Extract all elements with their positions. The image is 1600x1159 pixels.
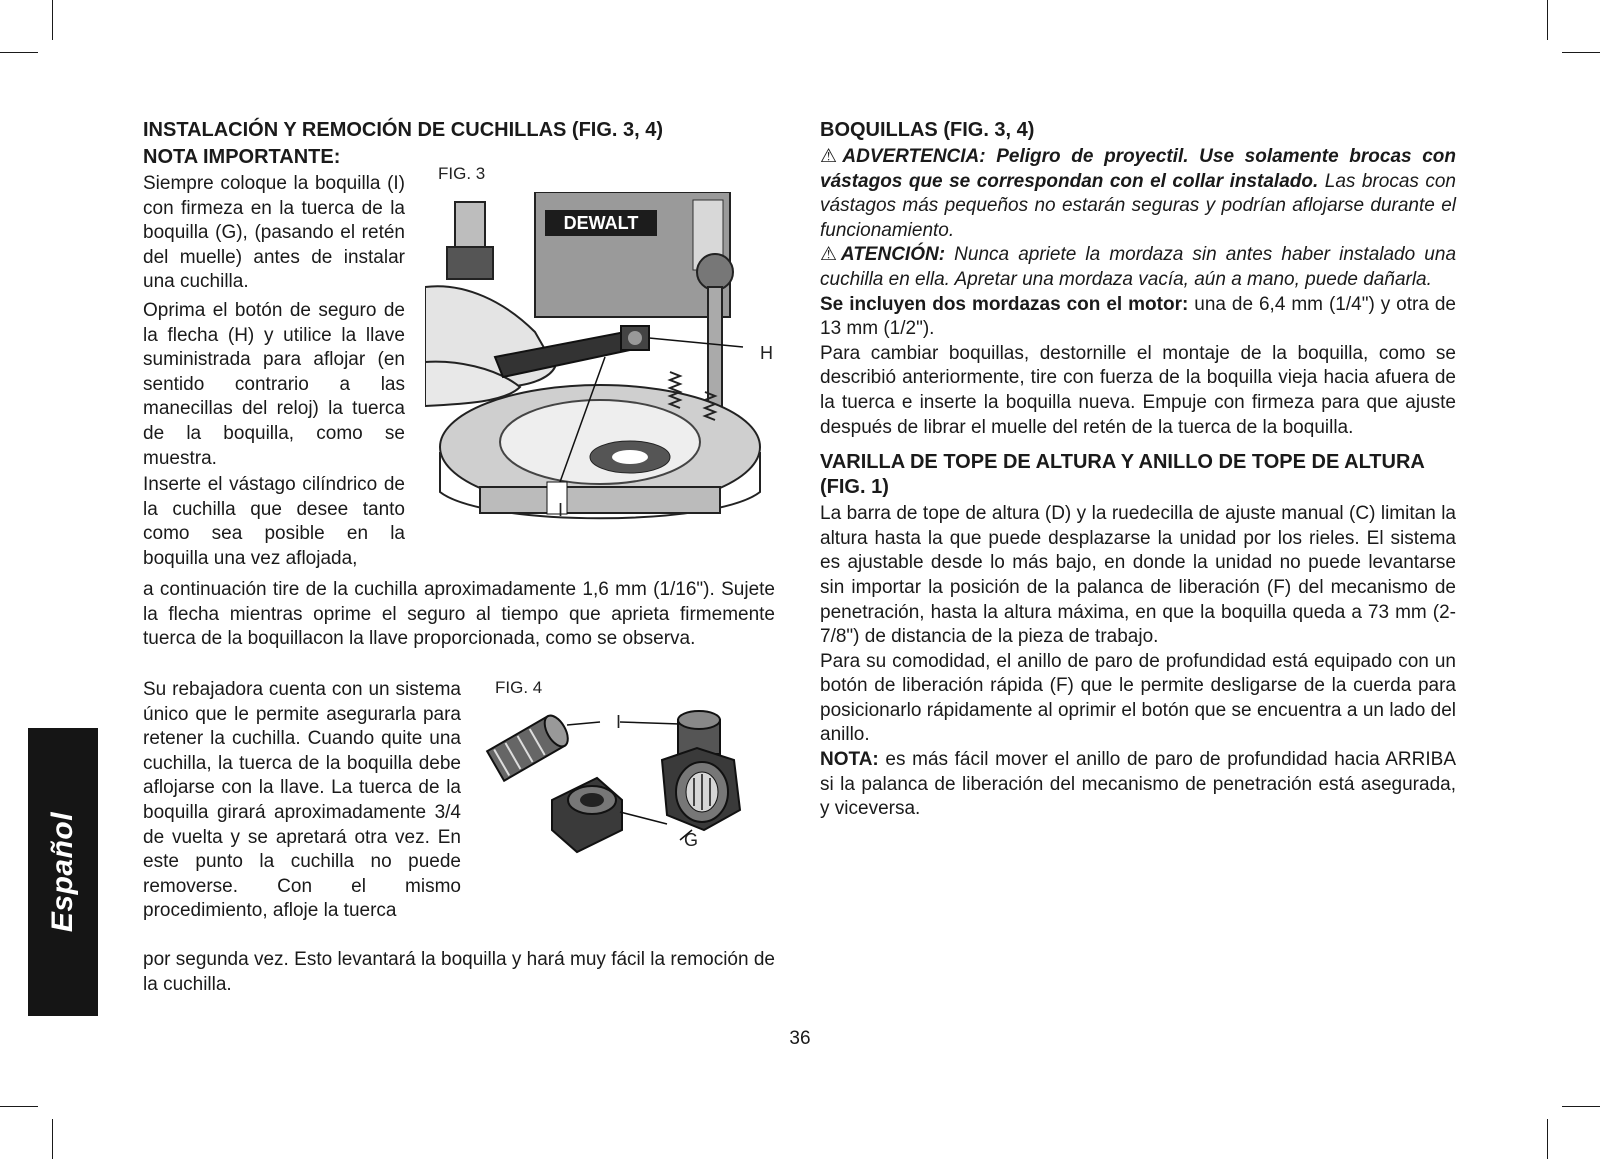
crop-mark [1547, 0, 1548, 40]
caution-lead: ⚠ATENCIÓN: [820, 244, 946, 266]
crop-mark [52, 1119, 53, 1159]
left-column [143, 118, 775, 170]
section-heading-height-stop: VARILLA DE TOPE DE ALTURA Y ANILLO DE TOPE DE ALTURA (FIG. 1) [820, 451, 1425, 499]
depth-ring-paragraph: Para su comodidad, el anillo de paro de profundidad está equipado con un botón de liberación rápida (F) que le permite desligarse de la cuerda para posicionarlo rápidamente al oprimir el botón que se encuentra a un lado del anillo. [820, 650, 1456, 746]
caution-rest: Nunca apriete la mordaza sin antes haber instalado una cuchilla en ella. Apretar una mordaza vacía, aún a mano, puede dañarla. [820, 244, 1457, 290]
paragraph-second-time: por segunda vez. Esto levantará la boquilla y hará muy fácil la remoción de la cuchilla. [143, 949, 775, 995]
crop-mark [1562, 1106, 1600, 1107]
fig4-callout-i: I [616, 712, 622, 732]
crop-mark [52, 0, 53, 40]
crop-mark [1562, 52, 1600, 53]
note-paragraph [820, 748, 1456, 822]
change-collets-paragraph: Para cambiar boquillas, destornille el montaje de la boquilla, como se describió anteriormente, tire con fuerza de la boquilla vieja hacia afuera de la tuerca e inserte la boquilla nueva. Empuje con firmeza para que ajuste después de librar el muelle del retén de la tuerca de la boquilla. [820, 342, 1456, 438]
crop-mark [0, 1106, 38, 1107]
paragraph-pull-bit: a continuación tire de la cuchilla aproximadamente 1,6 mm (1/16"). Sujete la flecha mientras oprime el seguro al tiempo que aprieta firmemente tuerca de la boquillacon la llave proporcionada, como se observa. [143, 579, 775, 650]
section-heading-install: INSTALACIÓN Y REMOCIÓN DE CUCHILLAS (FIG. 3, 4) [143, 119, 664, 141]
crop-mark [0, 52, 38, 53]
crop-mark [1547, 1119, 1548, 1159]
warning-lead: ⚠ADVERTENCIA: Peligro de proyectil. Use solamente brocas con vástagos que se correspondan con el collar instalado. [820, 146, 1456, 192]
paragraph-collet: Siempre coloque la boquilla (I) con firmeza en la tuerca de la boquilla (G), (pasando el retén del muelle) antes de instalar una cuchilla. [143, 173, 405, 293]
section-heading-collets: BOQUILLAS (FIG. 3, 4) [820, 119, 1035, 141]
paragraph-self-release: Su rebajadora cuenta con un sistema único que le permite asegurarla para retener la cuchilla. Cuando quite una cuchilla, la tuerca de la boquilla debe aflojarse con la llave. La tuerca de la boquilla girará aproximadamente 3/4 de vuelta y se apretará otra vez. En este punto la cuchilla no puede removerse. Con el mismo procedimiento, afloje la tuerca [143, 679, 461, 922]
paragraph-lock-button: Oprima el botón de seguro de la flecha (H) y utilice la llave suministrada para aflojar (en sentido contrario a las manecillas del reloj) la tuerca de la boquilla, como se muestra. [143, 299, 405, 469]
fig3-label: FIG. 3 [438, 164, 486, 183]
fig3-callout-h: H [760, 343, 773, 363]
language-tab [28, 728, 98, 1016]
fig4-callout-g: G [684, 830, 699, 850]
fig3-brand: DEWALT [563, 213, 639, 233]
left-wide-block-2 [143, 948, 775, 997]
included-collets-paragraph [820, 293, 1456, 342]
fig3-illustration [425, 192, 775, 530]
paragraph-insert-shank: Inserte el vástago cilíndrico de la cuchilla que desee tanto como sea posible en la boquilla una vez aflojada, [143, 474, 405, 569]
language-tab-label: Español [46, 811, 79, 933]
warning-paragraph [820, 145, 1456, 243]
height-stop-paragraph: La barra de tope de altura (D) y la ruedecilla de ajuste manual (C) limitan la altura hasta la que puede desplazarse la unidad por los rieles. El sistema es ajustable desde lo más bajo, en donde la unidad no puede levantarse sin importar la posición de la palanca de liberación (F) del mecanismo de penetración, hasta la altura máxima, en que la boquilla queda a 73 mm (2-7/8") de distancia de la pieza de trabajo. [820, 503, 1456, 648]
fig3-callout-i: I [558, 500, 564, 520]
right-column [820, 118, 1456, 822]
left-narrow-block [143, 172, 405, 572]
left-wide-block-1 [143, 578, 775, 652]
note-heading: NOTA IMPORTANTE: [143, 146, 341, 168]
fig4-label: FIG. 4 [495, 678, 543, 697]
note-rest: es más fácil mover el anillo de paro de profundidad hacia ARRIBA si la palanca de liberación del mecanismo de penetración está asegurada, y viceversa. [820, 749, 1456, 820]
warning-rest: Las brocas con vástagos más pequeños no estarán seguras y podrían aflojarse durante el funcionamiento. [820, 170, 1456, 241]
fig4-illustration [482, 700, 772, 880]
caution-paragraph [820, 243, 1456, 292]
included-rest: una de 6,4 mm (1/4") y otra de 13 mm (1/2"). [820, 293, 1456, 340]
left-narrow-block-2 [143, 678, 461, 924]
note-lead: NOTA: [820, 749, 879, 771]
included-lead: Se incluyen dos mordazas con el motor: [820, 293, 1189, 315]
page-number: 36 [789, 1028, 811, 1049]
